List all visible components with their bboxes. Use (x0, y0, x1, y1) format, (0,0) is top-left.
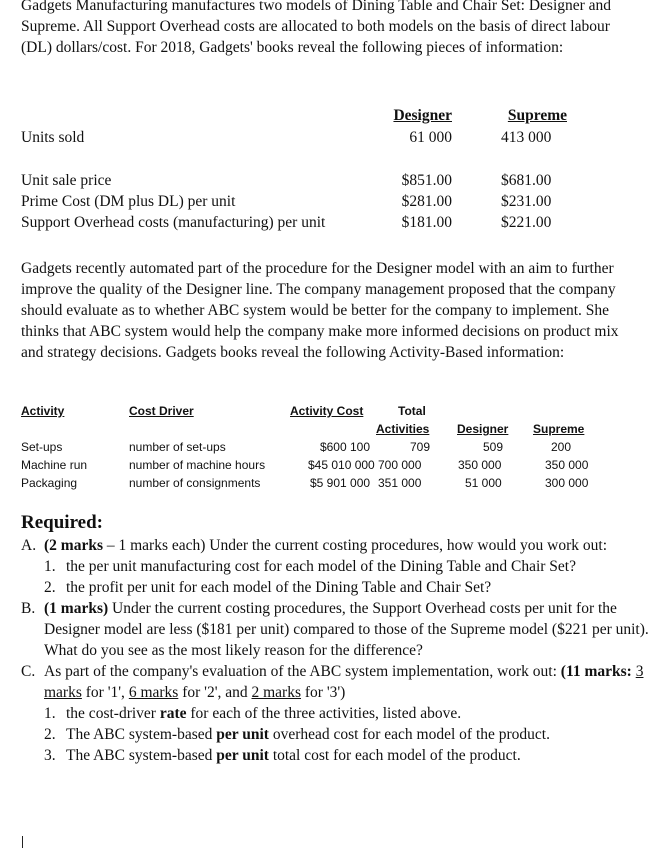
total-setups: 709 (409, 440, 430, 454)
question-c-marks-2: 6 marks (128, 684, 179, 701)
question-b (21, 598, 661, 661)
question-c3-pre: The ABC system-based (66, 747, 217, 764)
row-label-units-sold: Units sold (21, 129, 85, 146)
question-b-marks: (1 marks) (44, 600, 109, 617)
question-c1-pre: the cost-driver (66, 705, 160, 722)
question-b-text: Under the current costing procedures, the Support Overhead costs per unit for the Designer model are less ($181 per unit) compared to those of the Supreme model ($221 per unit). What do you see as the most likely reason for the difference? (44, 600, 649, 659)
question-c-text-1: for '1', (81, 684, 129, 701)
cell-units-supreme: 413 000 (501, 129, 552, 146)
question-c-marks-1: 3 marks (44, 663, 644, 701)
col-header-activity: Activity (21, 404, 65, 418)
question-c (21, 661, 661, 703)
question-c3-bold: per unit (216, 747, 269, 764)
col-header-designer: Designer (457, 422, 509, 436)
activity-machine-run: Machine run (21, 458, 88, 472)
cost-machine-run: $45 010 000 (308, 458, 375, 472)
supreme-setups: 200 (551, 440, 572, 454)
text-cursor (22, 836, 23, 848)
question-c-letter: C. (21, 663, 36, 680)
question-c1-post: for each of the three activities, listed above. (186, 705, 462, 722)
designer-machine-run: 350 000 (458, 458, 502, 472)
question-c2 (21, 724, 661, 745)
cost-packaging: $5 901 000 (310, 476, 371, 490)
driver-setups: number of set-ups (129, 440, 226, 454)
cell-prime-supreme: $231.00 (501, 193, 552, 210)
col-header-designer: Designer (393, 107, 452, 124)
col-header-total-line2: Activities (376, 422, 430, 436)
question-c1-number: 1. (44, 705, 56, 722)
question-a-text: – 1 marks each) Under the current costing procedures, how would you work out: (102, 537, 608, 554)
question-c1-bold: rate (159, 705, 187, 722)
question-a2-text: the profit per unit for each model of the Dining Table and Chair Set? (66, 579, 492, 596)
required-heading: Required: (21, 512, 103, 533)
cell-overhead-designer: $181.00 (401, 214, 452, 231)
supreme-machine-run: 350 000 (545, 458, 589, 472)
required-list (21, 535, 661, 766)
col-header-supreme-2: Supreme (533, 422, 585, 436)
row-label-support-overhead: Support Overhead costs (manufacturing) per unit (21, 214, 326, 231)
question-a1-text: the per unit manufacturing cost for each model of the Dining Table and Chair Set? (66, 558, 576, 575)
row-label-unit-sale-price: Unit sale price (21, 172, 112, 189)
col-header-supreme: Supreme (507, 107, 567, 124)
automation-paragraph: Gadgets recently automated part of the procedure for the Designer model with an aim to further improve the quality of the Designer line. The company management proposed that the company should evaluate as to whether ABC system would be better for the company to implement. She thinks that ABC system would help the company make more informed decisions on product mix and strategy decisions. Gadgets books reveal the following Activity-Based information: (21, 260, 619, 361)
question-c-text: As part of the company's evaluation of the ABC system implementation, work out: (44, 663, 561, 680)
designer-packaging: 51 000 (465, 476, 502, 490)
question-a2 (21, 577, 661, 598)
cell-units-designer: 61 000 (409, 129, 452, 146)
supreme-packaging: 300 000 (545, 476, 589, 490)
question-c-text-2: for '2', and (178, 684, 252, 701)
question-c1 (21, 703, 661, 724)
activity-packaging: Packaging (21, 476, 78, 490)
question-a1-number: 1. (44, 558, 56, 575)
question-c2-bold: per unit (216, 726, 269, 743)
question-a-letter: A. (21, 537, 37, 554)
col-header-total-line1: Total (398, 404, 426, 418)
question-a (21, 535, 661, 556)
question-c2-pre: The ABC system-based (66, 726, 217, 743)
question-c-text-3: for '3') (301, 684, 346, 701)
question-c-marks-total: (11 marks: (560, 663, 632, 680)
col-header-cost-driver: Cost Driver (129, 404, 194, 418)
question-b-letter: B. (21, 600, 36, 617)
question-a-marks: (2 marks (44, 537, 103, 554)
intro-paragraph: Gadgets Manufacturing manufactures two models of Dining Table and Chair Set: Designer and Supreme. All Support Overhead costs are allocated to both models on the basis of direct labour (DL) dollars/cost. For 2018, Gadgets' books reveal the following pieces of information: (21, 0, 612, 56)
cell-price-designer: $851.00 (401, 172, 452, 189)
question-c2-post: overhead cost for each model of the product. (268, 726, 550, 743)
cell-prime-designer: $281.00 (401, 193, 452, 210)
question-a1 (21, 556, 661, 577)
total-machine-run: 700 000 (378, 458, 422, 472)
activity-setups: Set-ups (21, 440, 63, 454)
cell-overhead-supreme: $221.00 (501, 214, 552, 231)
col-header-activity-cost: Activity Cost (290, 404, 364, 418)
question-c2-number: 2. (44, 726, 56, 743)
cost-setups: $600 100 (319, 440, 370, 454)
question-c3 (21, 745, 661, 766)
driver-machine-run: number of machine hours (129, 458, 266, 472)
question-a2-number: 2. (44, 579, 56, 596)
question-c3-number: 3. (44, 747, 56, 764)
total-packaging: 351 000 (378, 476, 422, 490)
row-label-prime-cost: Prime Cost (DM plus DL) per unit (21, 193, 236, 210)
question-c3-post: total cost for each model of the product. (268, 747, 521, 764)
designer-setups: 509 (482, 440, 503, 454)
driver-packaging: number of consignments (129, 476, 261, 490)
cell-price-supreme: $681.00 (501, 172, 552, 189)
question-c-marks-3: 2 marks (251, 684, 302, 701)
